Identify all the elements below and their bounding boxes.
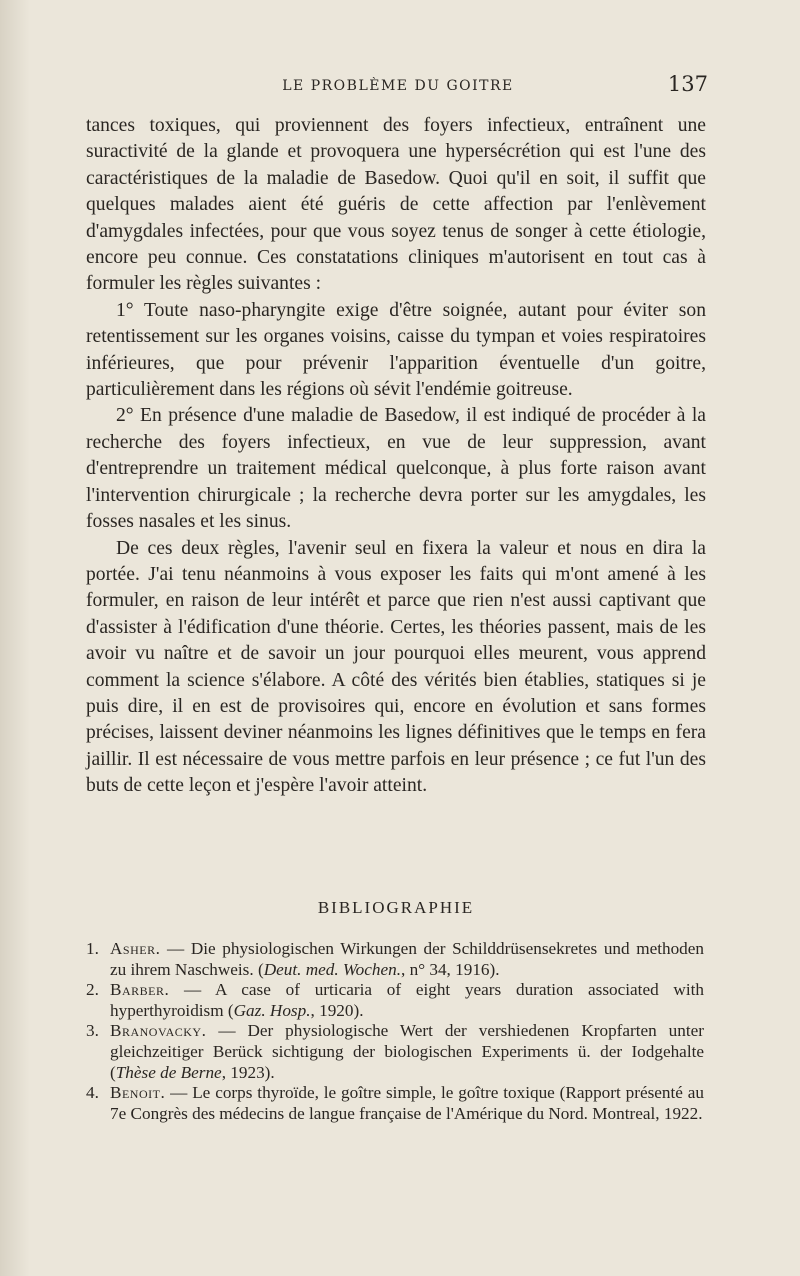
entry-tail: , n° 34, 1916). [401,959,500,979]
bibliography-entry [86,1083,704,1124]
entry-number: 2. [86,980,99,1000]
entry-tail: , 1920). [310,1000,364,1020]
bibliography-entry [86,1021,704,1083]
entry-body: — Le corps thyroïde, le goître simple, le goître toxique (Rapport présenté au 7e Congrès des médecins de langue française de l'Amérique du Nord. Montreal, 1922. [110,1083,704,1123]
paragraph: 1° Toute naso-pharyngite exige d'être soignée, autant pour éviter son retentissement sur les organes voisins, caisse du tympan et voies respiratoires inférieures, que pour prévenir l'apparition éventuelle d'un goitre, particulièrement dans les régions où sévit l'endémie goitreuse. [86,299,706,401]
entry-tail: , 1923). [221,1062,275,1082]
bibliography-list [86,939,704,1124]
entry-journal: Gaz. Hosp. [233,1000,311,1020]
paragraph: De ces deux règles, l'avenir seul en fixera la valeur et nous en dira la portée. J'ai tenu néanmoins à vous exposer les faits qui m'ont amené à les formuler, en raison de leur intérêt et parce que rien n'est aussi captivant que d'assister à l'édification d'une théorie. Certes, les théories passent, mais de les avoir vu naître et de savoir un jour pourquoi elles meurent, vous apprend comment la science s'élabore. A côté des vérités bien établies, statiques si je puis dire, il en est de provisoires qui, encore en évolution et sans formes précises, laissent deviner néanmoins les lignes définitives que le temps en fera jaillir. Il est nécessaire de vous mettre parfois en leur présence ; ce fut l'un des buts de cette leçon et j'espère l'avoir atteint. [86,537,706,797]
body-text [86,113,706,800]
page-number: 137 [667,72,708,96]
entry-number: 1. [86,939,99,958]
entry-text [110,939,704,980]
entry-body: — Der physiologische Wert der vershiedenen Kropfarten unter gleichzeitiger Berück sichtigung der biologischen Experiments ü. der Iodgehalte ( [110,1021,704,1082]
entry-author: Branovacky. [110,1021,207,1041]
entry-number: 4. [86,1083,99,1103]
entry-number: 3. [86,1021,99,1041]
entry-author: Barber. [110,980,170,1000]
entry-text [110,1083,704,1124]
page-edge [0,0,30,1276]
paragraph: tances toxiques, qui proviennent des foyers infectieux, entraînent une suractivité de la glande et provoquera une hypersécrétion qui est l'une des caractéristiques de la maladie de Basedow. Quoi qu'il en soit, il suffit que quelques malades aient été guéris de cette affection par l'enlèvement d'amygdales infectées, pour que vous soyez tenus de songer à cette étiologie, encore peu connue. Ces constatations cliniques m'autorisent en tout cas à formuler les règles suivantes : [86,115,706,295]
entry-text [110,1021,704,1083]
entry-body: — A case of urticaria of eight years duration associated with hyperthyroidism ( [110,980,704,1020]
bibliography-entry [86,980,704,1021]
page-header [88,72,708,102]
entry-author: Benoit. [110,1083,166,1103]
entry-journal: Thèse de Berne [115,1062,222,1082]
bibliography-entry [86,939,704,980]
entry-text [110,980,704,1021]
entry-body: — Die physiologischen Wirkungen der Schilddrüsensekretes und methoden zu ihrem Naschweis. ( [110,939,704,979]
paragraph: 2° En présence d'une maladie de Basedow, il est indiqué de procéder à la recherche des foyers infectieux, en vue de leur suppression, avant d'entreprendre un traitement médical quelconque, à plus forte raison avant l'intervention chirurgicale ; la recherche devra porter sur les amygdales, les fosses nasales et les sinus. [86,405,706,533]
bibliography-heading: BIBLIOGRAPHIE [317,898,475,917]
entry-author: Asher. [110,939,161,958]
running-title: LE PROBLÈME DU GOITRE [282,78,514,94]
entry-journal: Deut. med. Wochen. [263,959,401,979]
